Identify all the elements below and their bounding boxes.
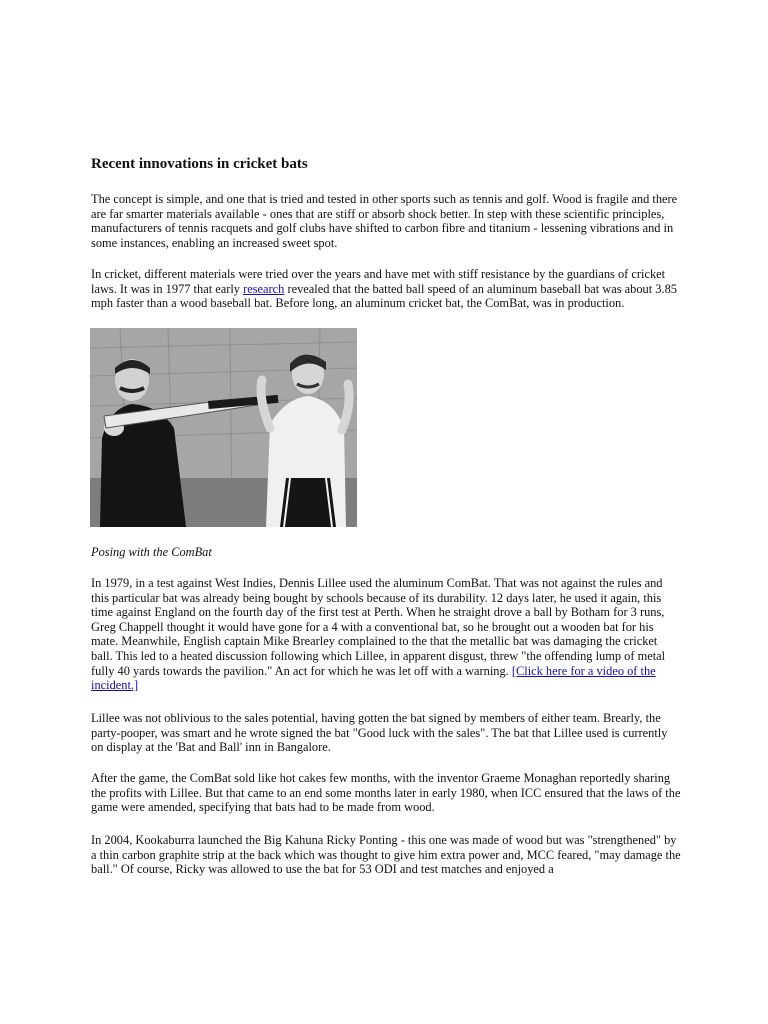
paragraph-lillee-test-text: In 1979, in a test against West Indies, Dennis Lillee used the aluminum ComBat. That was not against the rules and this particular bat was already being bought by schools because of its durability. 12 days later, he used it again, this time against England on the fourth day of the first test at Perth. When he straight drove a ball by Botham for 3 runs, Greg Chappell thought it would have gone for a 4 with a conventional bat, so he brought out a wooden bat for his mate. Meanwhile, English captain Mike Brearley complained to the that the metallic bat was damaging the cricket ball. This led to a heated discussion following which Lillee, in apparent disgust, threw "the offending lump of metal fully 40 yards towards the pavilion." An act for which he was let off with a warning.	[91, 576, 666, 678]
photo-caption: Posing with the ComBat	[91, 545, 212, 559]
research-link[interactable]: research	[243, 281, 285, 296]
combat-photo-drawing	[90, 328, 357, 527]
paragraph-materials	[91, 267, 681, 311]
paragraph-kookaburra: In 2004, Kookaburra launched the Big Kahuna Ricky Ponting - this one was made of wood but was "strengthened" by a thin carbon graphite strip at the back which was thought to give him extra power and, MCC feared, "may damage the ball." Of course, Ricky was allowed to use the bat for 53 ODI and test matches and enjoyed a	[91, 833, 681, 877]
paragraph-materials-text-start: In cricket, different materials were tried over the years and have met with stiff resistance by the guardians of cricket laws. It was in 1977 that early	[91, 267, 666, 296]
paragraph-after-game: After the game, the ComBat sold like hot cakes few months, with the inventor Graeme Monaghan reportedly sharing the profits with Lillee. But that came to an end some months later in early 1980, when ICC ensured that the laws of the game were amended, specifying that bats had to be made from wood.	[91, 771, 681, 815]
paragraph-intro: The concept is simple, and one that is tried and tested in other sports such as tennis and golf. Wood is fragile and there are far smarter materials available - ones that are stiff or absorb shock better. In step with these scientific principles, manufacturers of tennis racquets and golf clubs have shifted to carbon fibre and titanium - lessening vibrations and in some instances, enabling an increased sweet spot.	[91, 192, 678, 250]
paragraph-materials-text-end: revealed that the batted ball speed of an aluminum baseball bat was about 3.85 mph faster than a wood baseball bat. Before long, an aluminum cricket bat, the ComBat, was in production.	[91, 281, 677, 311]
combat-photo	[90, 328, 357, 527]
paragraph-sales: Lillee was not oblivious to the sales potential, having gotten the bat signed by members of either team. Brearly, the party-pooper, was smart and he wrote signed the bat "Good luck with the sales". The bat that Lillee used is currently on display at the 'Bat and Ball' inn in Bangalore.	[91, 711, 668, 755]
video-link[interactable]: [Click here for a video of the incident.]	[91, 663, 656, 693]
paragraph-lillee-test	[91, 576, 681, 693]
article-title: Recent innovations in cricket bats	[91, 156, 308, 172]
